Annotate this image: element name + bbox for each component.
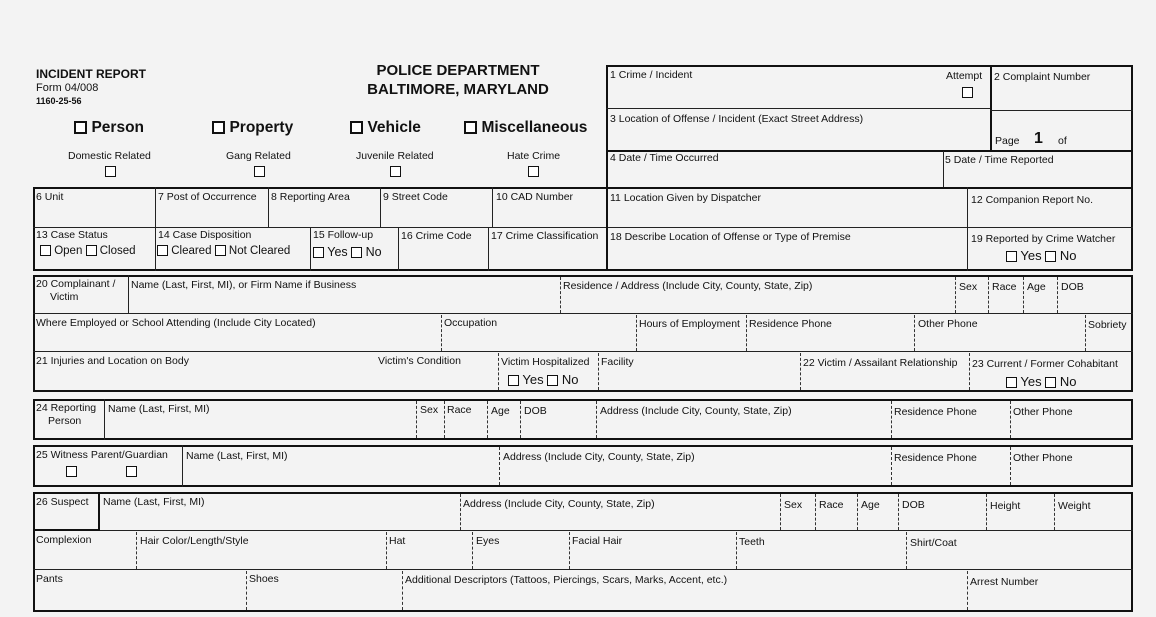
companion-report-label: 12 Companion Report No. xyxy=(971,194,1093,206)
hospitalized-yes-checkbox[interactable] xyxy=(508,375,519,386)
follow-up-yes-checkbox[interactable] xyxy=(313,247,324,258)
unit-label: 6 Unit xyxy=(36,191,64,203)
category-property-label: Property xyxy=(229,119,294,136)
crime-watcher-no-checkbox[interactable] xyxy=(1045,251,1056,262)
reporting-dob-label: DOB xyxy=(524,405,547,417)
shoes-label: Shoes xyxy=(249,573,279,585)
attempt-checkbox[interactable] xyxy=(962,87,973,98)
complainant-sex-label: Sex xyxy=(959,281,978,293)
suspect-height-label: Height xyxy=(990,500,1021,512)
suspect-sex-label: Sex xyxy=(784,499,803,511)
complainant-label-line1: 20 Complainant / xyxy=(36,278,116,290)
complainant-label-line2: Victim xyxy=(50,291,79,303)
hate-crime-checkbox[interactable] xyxy=(528,166,539,177)
relationship-label: 22 Victim / Assailant Relationship xyxy=(803,357,958,369)
complexion-label: Complexion xyxy=(36,534,92,546)
suspect-label: 26 Suspect xyxy=(36,496,89,508)
parent-guardian-checkbox[interactable] xyxy=(126,466,137,477)
miscellaneous-checkbox[interactable] xyxy=(464,121,477,134)
hospitalized-options xyxy=(508,372,578,387)
department-name: POLICE DEPARTMENT xyxy=(376,62,540,79)
witness-address-label: Address (Include City, County, State, Zip) xyxy=(503,451,695,463)
not-cleared-checkbox[interactable] xyxy=(215,245,226,256)
case-disposition-label: 14 Case Disposition xyxy=(158,229,252,241)
hospitalized-no-checkbox[interactable] xyxy=(547,375,558,386)
hours-employment-label: Hours of Employment xyxy=(639,318,740,330)
incident-info-border xyxy=(606,65,1133,189)
department-city: BALTIMORE, MARYLAND xyxy=(367,81,549,98)
form-number: Form 04/008 xyxy=(36,82,99,94)
follow-up-options xyxy=(313,245,382,259)
reporting-address-label: Address (Include City, County, State, Zip) xyxy=(600,405,792,417)
open-checkbox[interactable] xyxy=(40,245,51,256)
suspect-dob-label: DOB xyxy=(902,499,925,511)
case-status-options xyxy=(40,245,136,257)
describe-location-label: 18 Describe Location of Offense or Type of Premise xyxy=(610,231,851,243)
cohabitant-options xyxy=(1006,374,1076,389)
suspect-weight-label: Weight xyxy=(1058,500,1091,512)
follow-up-label: 15 Follow-up xyxy=(313,229,374,241)
reporting-sex-label: Sex xyxy=(420,404,439,416)
reporting-age-label: Age xyxy=(491,405,510,417)
employed-label: Where Employed or School Attending (Include City Located) xyxy=(36,317,316,329)
follow-up-no-label: No xyxy=(365,245,382,259)
case-disposition-options xyxy=(157,245,290,257)
sobriety-label: Sobriety xyxy=(1088,319,1127,331)
cohabitant-no-label: No xyxy=(1059,374,1077,389)
gang-related-label: Gang Related xyxy=(226,150,291,162)
complainant-race-label: Race xyxy=(992,281,1017,293)
complainant-res-phone-label: Residence Phone xyxy=(749,318,832,330)
category-person[interactable] xyxy=(74,119,144,137)
additional-descriptors-label: Additional Descriptors (Tattoos, Piercings, Scars, Marks, Accent, etc.) xyxy=(405,574,728,586)
crime-watcher-yes-label: Yes xyxy=(1020,248,1042,263)
facility-label: Facility xyxy=(601,356,634,368)
category-vehicle-label: Vehicle xyxy=(367,119,421,136)
category-property[interactable] xyxy=(212,119,293,137)
facial-hair-label: Facial Hair xyxy=(572,535,623,547)
crime-code-label: 16 Crime Code xyxy=(401,230,472,242)
crime-watcher-no-label: No xyxy=(1059,248,1077,263)
domestic-related-checkbox[interactable] xyxy=(105,166,116,177)
reporting-area-label: 8 Reporting Area xyxy=(271,191,350,203)
hat-label: Hat xyxy=(389,535,406,547)
cad-number-label: 10 CAD Number xyxy=(496,191,574,203)
domestic-related-label: Domestic Related xyxy=(68,150,151,162)
complainant-residence-label: Residence / Address (Include City, County, State, Zip) xyxy=(563,280,813,292)
injuries-label: 21 Injuries and Location on Body xyxy=(36,355,189,367)
date-time-reported-label: 5 Date / Time Reported xyxy=(945,154,1054,166)
category-miscellaneous-label: Miscellaneous xyxy=(481,119,588,136)
hospitalized-no-label: No xyxy=(561,372,579,387)
reporting-name-label: Name (Last, First, MI) xyxy=(108,403,210,415)
witness-label: 25 Witness Parent/Guardian xyxy=(36,449,168,461)
location-dispatcher-label: 11 Location Given by Dispatcher xyxy=(610,192,761,204)
follow-up-yes-label: Yes xyxy=(327,245,348,259)
category-miscellaneous[interactable] xyxy=(464,119,587,137)
page-label: Page xyxy=(995,135,1020,147)
person-checkbox[interactable] xyxy=(74,121,87,134)
juvenile-related-label: Juvenile Related xyxy=(356,150,434,162)
vehicle-checkbox[interactable] xyxy=(350,121,363,134)
cleared-checkbox[interactable] xyxy=(157,245,168,256)
suspect-border xyxy=(33,492,1133,612)
occupation-label: Occupation xyxy=(444,317,498,329)
witness-other-phone-label: Other Phone xyxy=(1013,452,1073,464)
cohabitant-label: 23 Current / Former Cohabitant xyxy=(972,358,1118,370)
reporting-race-label: Race xyxy=(447,404,472,416)
shirt-coat-label: Shirt/Coat xyxy=(910,537,957,549)
location-of-offense-label: 3 Location of Offense / Incident (Exact Street Address) xyxy=(610,113,864,125)
gang-related-checkbox[interactable] xyxy=(254,166,265,177)
case-status-label: 13 Case Status xyxy=(36,229,108,241)
cleared-label: Cleared xyxy=(171,245,212,257)
crime-watcher-yes-checkbox[interactable] xyxy=(1006,251,1017,262)
suspect-name-label: Name (Last, First, MI) xyxy=(103,496,205,508)
follow-up-no-checkbox[interactable] xyxy=(351,247,362,258)
report-title: INCIDENT REPORT xyxy=(36,67,147,81)
reporting-other-phone-label: Other Phone xyxy=(1013,406,1073,418)
category-vehicle[interactable] xyxy=(350,119,421,137)
post-of-occurrence-label: 7 Post of Occurrence xyxy=(158,191,257,203)
cohabitant-no-checkbox[interactable] xyxy=(1045,377,1056,388)
pants-label: Pants xyxy=(36,573,63,585)
witness-res-phone-label: Residence Phone xyxy=(894,452,977,464)
witness-checkbox[interactable] xyxy=(66,466,77,477)
property-checkbox[interactable] xyxy=(212,121,225,134)
crime-incident-label: 1 Crime / Incident xyxy=(610,69,693,81)
teeth-label: Teeth xyxy=(739,536,765,548)
crime-classification-label: 17 Crime Classification xyxy=(491,230,599,242)
complainant-age-label: Age xyxy=(1027,281,1046,293)
victim-hospitalized-label: Victim Hospitalized xyxy=(501,356,590,368)
complainant-other-phone-label: Other Phone xyxy=(918,318,978,330)
form-code: 1160-25-56 xyxy=(36,96,82,106)
crime-watcher-label: 19 Reported by Crime Watcher xyxy=(971,233,1116,245)
street-code-label: 9 Street Code xyxy=(383,191,448,203)
page-of-label: of xyxy=(1058,135,1067,147)
suspect-age-label: Age xyxy=(861,499,880,511)
open-label: Open xyxy=(54,245,83,257)
hospitalized-yes-label: Yes xyxy=(522,372,544,387)
crime-watcher-options xyxy=(1006,248,1076,263)
closed-checkbox[interactable] xyxy=(86,245,97,256)
cohabitant-yes-checkbox[interactable] xyxy=(1006,377,1017,388)
suspect-address-label: Address (Include City, County, State, Zip) xyxy=(463,498,655,510)
eyes-label: Eyes xyxy=(476,535,500,547)
cohabitant-yes-label: Yes xyxy=(1020,374,1042,389)
hair-label: Hair Color/Length/Style xyxy=(140,535,249,547)
complainant-dob-label: DOB xyxy=(1061,281,1084,293)
category-person-label: Person xyxy=(91,119,145,136)
complaint-number-label: 2 Complaint Number xyxy=(994,71,1091,83)
reporting-label-line1: 24 Reporting xyxy=(36,402,97,414)
date-time-occurred-label: 4 Date / Time Occurred xyxy=(610,152,719,164)
page-number: 1 xyxy=(1034,130,1043,147)
suspect-race-label: Race xyxy=(819,499,844,511)
victim-condition-label: Victim's Condition xyxy=(378,355,461,367)
closed-label: Closed xyxy=(99,245,136,257)
juvenile-related-checkbox[interactable] xyxy=(390,166,401,177)
reporting-res-phone-label: Residence Phone xyxy=(894,406,977,418)
complainant-name-label: Name (Last, First, MI), or Firm Name if Business xyxy=(131,279,357,291)
reporting-label-line2: Person xyxy=(48,415,82,427)
not-cleared-label: Not Cleared xyxy=(228,245,291,257)
hate-crime-label: Hate Crime xyxy=(507,150,561,162)
attempt-label: Attempt xyxy=(946,70,983,82)
arrest-number-label: Arrest Number xyxy=(970,576,1039,588)
witness-name-label: Name (Last, First, MI) xyxy=(186,450,288,462)
